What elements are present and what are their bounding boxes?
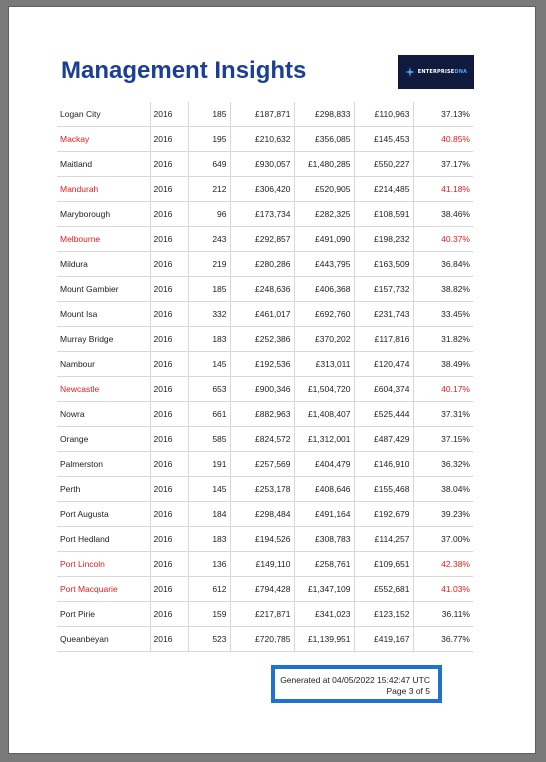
year-cell: 2016 (150, 327, 188, 352)
city-cell: Port Lincoln (57, 552, 150, 577)
percent-cell: 38.04% (413, 477, 473, 502)
count-cell: 184 (188, 502, 230, 527)
percent-cell: 31.82% (413, 327, 473, 352)
year-cell: 2016 (150, 277, 188, 302)
count-cell: 585 (188, 427, 230, 452)
percent-cell: 38.46% (413, 202, 473, 227)
table-row (57, 352, 473, 377)
city-cell: Nambour (57, 352, 150, 377)
amount-cell: £123,152 (354, 602, 413, 627)
amount-cell: £214,485 (354, 177, 413, 202)
amount-cell: £461,017 (230, 302, 294, 327)
amount-cell: £306,420 (230, 177, 294, 202)
amount-cell: £110,963 (354, 102, 413, 127)
generated-timestamp: Generated at 04/05/2022 15:42:47 UTC (280, 675, 430, 685)
count-cell: 243 (188, 227, 230, 252)
year-cell: 2016 (150, 427, 188, 452)
year-cell: 2016 (150, 477, 188, 502)
amount-cell: £231,743 (354, 302, 413, 327)
amount-cell: £443,795 (294, 252, 354, 277)
amount-cell: £794,428 (230, 577, 294, 602)
amount-cell: £406,368 (294, 277, 354, 302)
amount-cell: £552,681 (354, 577, 413, 602)
count-cell: 183 (188, 327, 230, 352)
percent-cell: 38.49% (413, 352, 473, 377)
amount-cell: £1,139,951 (294, 627, 354, 652)
amount-cell: £487,429 (354, 427, 413, 452)
amount-cell: £1,408,407 (294, 402, 354, 427)
percent-cell: 38.82% (413, 277, 473, 302)
city-cell: Mildura (57, 252, 150, 277)
table-row (57, 602, 473, 627)
count-cell: 212 (188, 177, 230, 202)
amount-cell: £298,484 (230, 502, 294, 527)
amount-cell: £117,816 (354, 327, 413, 352)
city-cell: Port Augusta (57, 502, 150, 527)
city-cell: Port Macquarie (57, 577, 150, 602)
percent-cell: 37.31% (413, 402, 473, 427)
amount-cell: £192,536 (230, 352, 294, 377)
count-cell: 612 (188, 577, 230, 602)
year-cell: 2016 (150, 177, 188, 202)
count-cell: 523 (188, 627, 230, 652)
page-number: Page 3 of 5 (386, 686, 430, 696)
city-cell: Maryborough (57, 202, 150, 227)
amount-cell: £292,857 (230, 227, 294, 252)
amount-cell: £356,085 (294, 127, 354, 152)
year-cell: 2016 (150, 577, 188, 602)
report-title: Management Insights (61, 57, 307, 84)
amount-cell: £520,905 (294, 177, 354, 202)
amount-cell: £120,474 (354, 352, 413, 377)
report-footer (271, 665, 442, 703)
percent-cell: 39.23% (413, 502, 473, 527)
amount-cell: £173,734 (230, 202, 294, 227)
amount-cell: £1,480,285 (294, 152, 354, 177)
table-row (57, 102, 473, 127)
percent-cell: 36.32% (413, 452, 473, 477)
percent-cell: 36.77% (413, 627, 473, 652)
percent-cell: 37.13% (413, 102, 473, 127)
table-row (57, 577, 473, 602)
count-cell: 159 (188, 602, 230, 627)
table-row (57, 502, 473, 527)
count-cell: 96 (188, 202, 230, 227)
percent-cell: 41.18% (413, 177, 473, 202)
year-cell: 2016 (150, 227, 188, 252)
table-row (57, 152, 473, 177)
logo-text: ENTERPRISEDNA (417, 69, 468, 75)
amount-cell: £308,783 (294, 527, 354, 552)
year-cell: 2016 (150, 252, 188, 277)
amount-cell: £163,509 (354, 252, 413, 277)
amount-cell: £824,572 (230, 427, 294, 452)
year-cell: 2016 (150, 352, 188, 377)
percent-cell: 37.15% (413, 427, 473, 452)
amount-cell: £550,227 (354, 152, 413, 177)
percent-cell: 40.17% (413, 377, 473, 402)
amount-cell: £930,057 (230, 152, 294, 177)
amount-cell: £525,444 (354, 402, 413, 427)
table-row (57, 477, 473, 502)
table-row (57, 627, 473, 652)
amount-cell: £253,178 (230, 477, 294, 502)
amount-cell: £1,504,720 (294, 377, 354, 402)
count-cell: 649 (188, 152, 230, 177)
city-cell: Newcastle (57, 377, 150, 402)
data-table (57, 102, 473, 652)
city-cell: Murray Bridge (57, 327, 150, 352)
city-cell: Mandurah (57, 177, 150, 202)
amount-cell: £491,090 (294, 227, 354, 252)
amount-cell: £114,257 (354, 527, 413, 552)
percent-cell: 37.17% (413, 152, 473, 177)
amount-cell: £720,785 (230, 627, 294, 652)
count-cell: 183 (188, 527, 230, 552)
table-row (57, 177, 473, 202)
city-cell: Palmerston (57, 452, 150, 477)
amount-cell: £146,910 (354, 452, 413, 477)
amount-cell: £404,479 (294, 452, 354, 477)
amount-cell: £210,632 (230, 127, 294, 152)
amount-cell: £198,232 (354, 227, 413, 252)
percent-cell: 36.84% (413, 252, 473, 277)
year-cell: 2016 (150, 302, 188, 327)
year-cell: 2016 (150, 552, 188, 577)
city-cell: Nowra (57, 402, 150, 427)
table-row (57, 127, 473, 152)
table-row (57, 252, 473, 277)
amount-cell: £258,761 (294, 552, 354, 577)
city-cell: Port Hedland (57, 527, 150, 552)
amount-cell: £108,591 (354, 202, 413, 227)
percent-cell: 40.85% (413, 127, 473, 152)
percent-cell: 41.03% (413, 577, 473, 602)
company-logo (398, 55, 474, 89)
amount-cell: £257,569 (230, 452, 294, 477)
table-row (57, 277, 473, 302)
year-cell: 2016 (150, 602, 188, 627)
amount-cell: £298,833 (294, 102, 354, 127)
count-cell: 185 (188, 277, 230, 302)
year-cell: 2016 (150, 127, 188, 152)
amount-cell: £692,760 (294, 302, 354, 327)
amount-cell: £341,023 (294, 602, 354, 627)
year-cell: 2016 (150, 502, 188, 527)
amount-cell: £282,325 (294, 202, 354, 227)
table-row (57, 302, 473, 327)
city-cell: Mackay (57, 127, 150, 152)
count-cell: 145 (188, 352, 230, 377)
amount-cell: £149,110 (230, 552, 294, 577)
amount-cell: £408,646 (294, 477, 354, 502)
amount-cell: £882,963 (230, 402, 294, 427)
table-row (57, 552, 473, 577)
year-cell: 2016 (150, 402, 188, 427)
count-cell: 185 (188, 102, 230, 127)
city-cell: Queanbeyan (57, 627, 150, 652)
amount-cell: £248,636 (230, 277, 294, 302)
table-row (57, 202, 473, 227)
amount-cell: £419,167 (354, 627, 413, 652)
count-cell: 195 (188, 127, 230, 152)
amount-cell: £192,679 (354, 502, 413, 527)
year-cell: 2016 (150, 627, 188, 652)
year-cell: 2016 (150, 102, 188, 127)
amount-cell: £370,202 (294, 327, 354, 352)
count-cell: 653 (188, 377, 230, 402)
city-cell: Maitland (57, 152, 150, 177)
year-cell: 2016 (150, 202, 188, 227)
count-cell: 145 (188, 477, 230, 502)
amount-cell: £604,374 (354, 377, 413, 402)
percent-cell: 40.37% (413, 227, 473, 252)
percent-cell: 36.11% (413, 602, 473, 627)
amount-cell: £491,164 (294, 502, 354, 527)
amount-cell: £157,732 (354, 277, 413, 302)
amount-cell: £900,346 (230, 377, 294, 402)
table-row (57, 227, 473, 252)
amount-cell: £280,286 (230, 252, 294, 277)
amount-cell: £155,468 (354, 477, 413, 502)
amount-cell: £313,011 (294, 352, 354, 377)
table-row (57, 402, 473, 427)
year-cell: 2016 (150, 152, 188, 177)
year-cell: 2016 (150, 452, 188, 477)
count-cell: 661 (188, 402, 230, 427)
amount-cell: £1,347,109 (294, 577, 354, 602)
percent-cell: 33.45% (413, 302, 473, 327)
city-cell: Mount Isa (57, 302, 150, 327)
percent-cell: 42.38% (413, 552, 473, 577)
amount-cell: £145,453 (354, 127, 413, 152)
table-row (57, 527, 473, 552)
city-cell: Orange (57, 427, 150, 452)
city-cell: Mount Gambier (57, 277, 150, 302)
logo-star-icon (405, 67, 415, 77)
count-cell: 191 (188, 452, 230, 477)
amount-cell: £217,871 (230, 602, 294, 627)
city-cell: Port Pirie (57, 602, 150, 627)
table-row (57, 327, 473, 352)
count-cell: 136 (188, 552, 230, 577)
table-row (57, 452, 473, 477)
city-cell: Melbourne (57, 227, 150, 252)
table-row (57, 427, 473, 452)
count-cell: 332 (188, 302, 230, 327)
city-cell: Perth (57, 477, 150, 502)
amount-cell: £109,651 (354, 552, 413, 577)
amount-cell: £1,312,001 (294, 427, 354, 452)
amount-cell: £194,526 (230, 527, 294, 552)
year-cell: 2016 (150, 377, 188, 402)
amount-cell: £187,871 (230, 102, 294, 127)
count-cell: 219 (188, 252, 230, 277)
year-cell: 2016 (150, 527, 188, 552)
percent-cell: 37.00% (413, 527, 473, 552)
table-row (57, 377, 473, 402)
amount-cell: £252,386 (230, 327, 294, 352)
report-page (9, 7, 535, 753)
city-cell: Logan City (57, 102, 150, 127)
